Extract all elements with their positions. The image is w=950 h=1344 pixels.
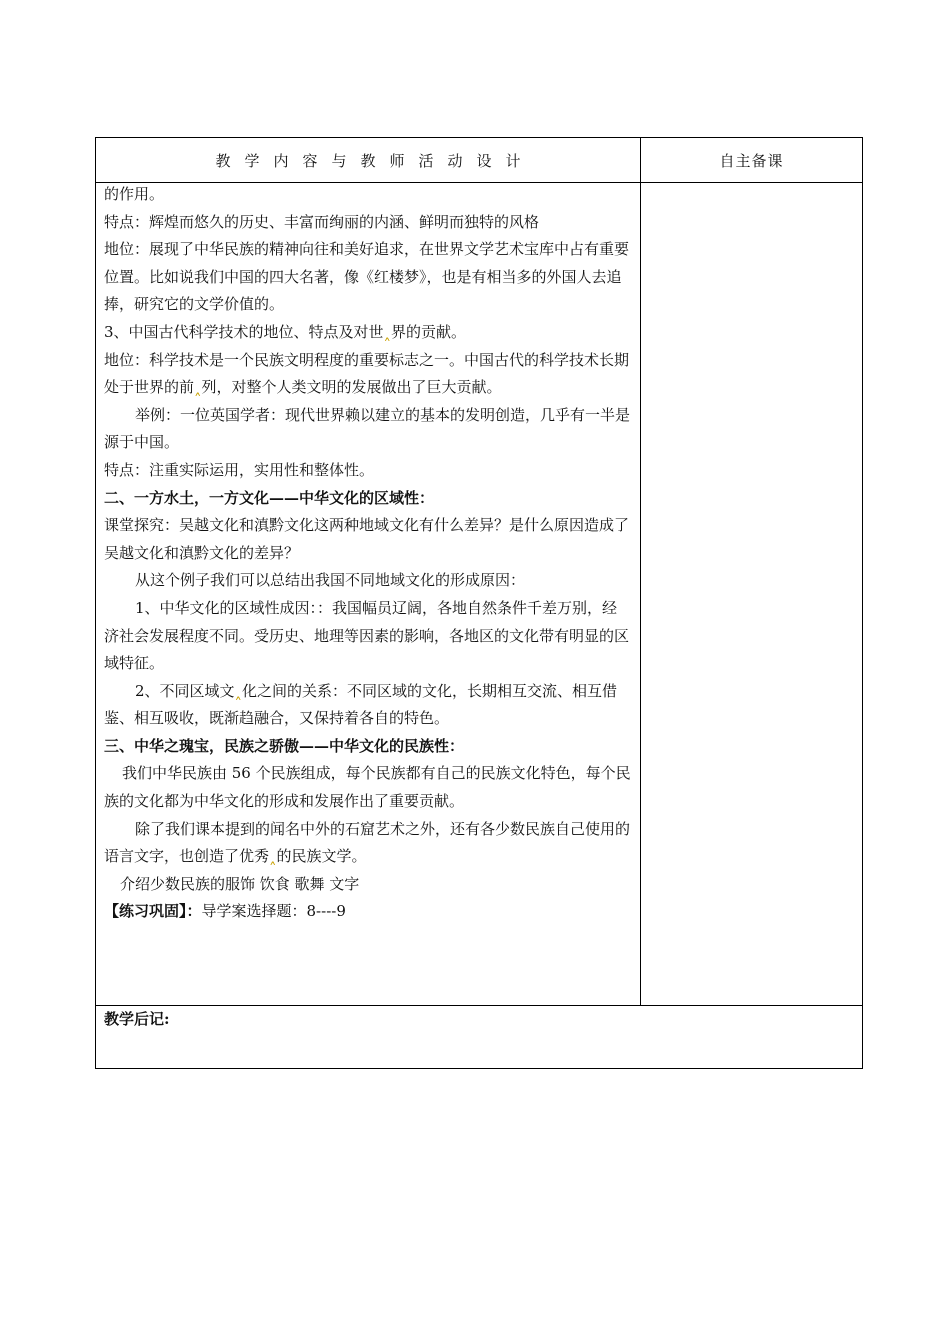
section-heading-regional: 二、一方水土，一方文化——中华文化的区域性： bbox=[104, 488, 435, 507]
editing-mark: ˰ bbox=[383, 322, 392, 341]
editing-mark: ˰ bbox=[269, 847, 277, 866]
self-preparation-cell bbox=[641, 183, 863, 1006]
line-summary: 从这个例子我们可以总结出我国不同地域文化的形成原因： bbox=[135, 571, 526, 590]
lesson-plan-table bbox=[95, 137, 863, 1069]
line-intro-end: 的作用。 bbox=[104, 185, 165, 203]
editing-mark: ˰ bbox=[234, 681, 243, 700]
practice-label: 【练习巩固】： bbox=[104, 902, 202, 921]
section-heading-ethnic: 三、中华之瑰宝，民族之骄傲——中华文化的民族性： bbox=[104, 736, 465, 755]
line-class-inquiry: 课堂探究：吴越文化和滇黔文化这两种地域文化有什么差异？是什么原因造成了吴越文化和滇黔文化的差异？ bbox=[104, 516, 630, 562]
header-self-preparation: 自主备课 bbox=[641, 138, 863, 183]
teaching-notes-label: 教学后记: bbox=[104, 1010, 170, 1028]
header-teaching-content: 教学内容与教师活动设计 bbox=[96, 138, 641, 183]
line-ethnic-intro: 介绍少数民族的服饰 饮食 歌舞 文字 bbox=[120, 874, 360, 893]
editing-mark: ˰ bbox=[194, 378, 202, 397]
line-regional-relations: 2、不同区域文˰化之间的关系：不同区域的文化，长期相互交流、相互借鉴、相互吸收，既渐趋融合，又保持着各自的特色。 bbox=[104, 681, 618, 728]
line-ethnic-groups: 我们中华民族由 56 个民族组成，每个民族都有自己的民族文化特色，每个民族的文化都为中华文化的形成和发展作出了重要贡献。 bbox=[104, 764, 631, 811]
practice-text: 导学案选择题：8----9 bbox=[201, 902, 346, 921]
lesson-text bbox=[104, 181, 632, 926]
line-status-literature: 地位：展现了中华民族的精神向往和美好追求，在世界文学艺术宝库中占有重要位置。比如说我们中国的四大名著，像《红楼梦》，也是有相当多的外国人去追捧，研究它的文学价值的。 bbox=[104, 240, 630, 314]
line-science-heading: 3、中国古代科学技术的地位、特点及对世˰界的贡献。 bbox=[104, 322, 467, 341]
line-features-science: 特点：注重实际运用，实用性和整体性。 bbox=[104, 460, 375, 479]
line-example: 举例：一位英国学者：现代世界赖以建立的基本的发明创造，几乎有一半是源于中国。 bbox=[104, 405, 631, 452]
line-practice bbox=[104, 898, 632, 926]
line-regional-causes: 1、中华文化的区域性成因：：我国幅员辽阔，各地自然条件千差万别，经济社会发展程度不同。受历史、地理等因素的影响，各地区的文化带有明显的区域特征。 bbox=[104, 598, 630, 673]
teaching-content-cell bbox=[96, 183, 641, 1006]
line-features-literature: 特点：辉煌而悠久的历史、丰富而绚丽的内涵、鲜明而独特的风格 bbox=[104, 212, 540, 231]
line-grotto-art: 除了我们课本提到的闻名中外的石窟艺术之外，还有各少数民族自己使用的语言文字，也创造了优秀˰的民族文学。 bbox=[104, 819, 631, 866]
teaching-notes-cell bbox=[96, 1006, 863, 1069]
line-status-science: 地位：科学技术是一个民族文明程度的重要标志之一。中国古代的科学技术长期处于世界的前˰列，对整个人类文明的发展做出了巨大贡献。 bbox=[104, 350, 630, 397]
